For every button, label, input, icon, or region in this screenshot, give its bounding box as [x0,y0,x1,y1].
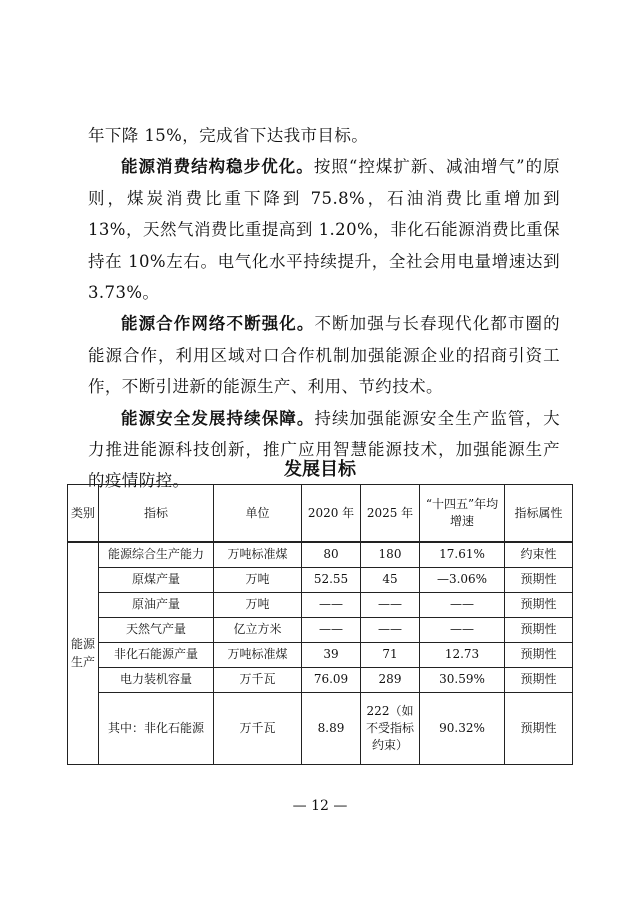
attribute-cell: 预期性 [505,592,573,617]
header-2020: 2020 年 [302,485,361,543]
table-row [68,542,573,567]
unit-cell: 万吨 [214,592,302,617]
value-2020-cell: 76.09 [302,667,361,692]
value-2025-cell: 289 [361,667,420,692]
indicator-cell: 天然气产量 [99,617,214,642]
paragraph-continuation: 年下降 15%，完成省下达我市目标。 [88,126,369,145]
value-2025-cell: 71 [361,642,420,667]
paragraph-energy-structure [88,151,560,308]
value-2020-cell: —— [302,617,361,642]
attribute-cell: 预期性 [505,692,573,764]
value-2025-cell: 222（如不受指标约束） [361,692,420,764]
indicator-cell: 能源综合生产能力 [99,542,214,567]
header-growth: “十四五”年均增速 [420,485,505,543]
header-2025: 2025 年 [361,485,420,543]
paragraph-lead: 能源安全发展持续保障。 [121,408,315,428]
unit-cell: 万千瓦 [214,692,302,764]
value-2025-cell: —— [361,592,420,617]
table-header-row [68,485,573,543]
paragraph-energy-security [88,403,560,497]
table-row [68,667,573,692]
table-row [68,592,573,617]
header-attribute: 指标属性 [505,485,573,543]
growth-cell: 17.61% [420,542,505,567]
value-2020-cell: 8.89 [302,692,361,764]
table-row [68,567,573,592]
attribute-cell: 预期性 [505,642,573,667]
growth-cell: —— [420,617,505,642]
growth-cell: 90.32% [420,692,505,764]
paragraph-energy-cooperation [88,308,560,402]
attribute-cell: 约束性 [505,542,573,567]
value-2025-cell: —— [361,617,420,642]
indicator-cell: 原油产量 [99,592,214,617]
table-title: 发展目标 [284,459,356,480]
growth-cell: —— [420,592,505,617]
value-2020-cell: —— [302,592,361,617]
indicator-cell: 其中：非化石能源 [99,692,214,764]
body-text [88,120,560,497]
indicator-cell: 电力装机容量 [99,667,214,692]
value-2020-cell: 39 [302,642,361,667]
unit-cell: 万吨标准煤 [214,542,302,567]
paragraph-body: 不断加强与长春现代化都市圈的能源合作，利用区域对口合作机制加强能源企业的招商引资工作，不断引进新的能源生产、利用、节约技术。 [88,314,560,397]
header-category: 类别 [68,485,99,543]
unit-cell: 万吨标准煤 [214,642,302,667]
value-2020-cell: 80 [302,542,361,567]
attribute-cell: 预期性 [505,567,573,592]
header-unit: 单位 [214,485,302,543]
table-row [68,642,573,667]
development-goals-table [67,484,573,765]
attribute-cell: 预期性 [505,667,573,692]
indicator-cell: 原煤产量 [99,567,214,592]
growth-cell: —3.06% [420,567,505,592]
paragraph-body: 按照“控煤扩新、减油增气”的原则，煤炭消费比重下降到 75.8%，石油消费比重增加到 13%，天然气消费比重提高到 1.20%，非化石能源消费比重保持在 10%左右。电气化水平持续提升，全社会用电量增速达到 3.73%。 [88,157,561,303]
paragraph-lead: 能源合作网络不断强化。 [121,314,315,334]
value-2020-cell: 52.55 [302,567,361,592]
value-2025-cell: 180 [361,542,420,567]
attribute-cell: 预期性 [505,617,573,642]
header-indicator: 指标 [99,485,214,543]
page-number: — 12 — [292,798,348,814]
unit-cell: 万千瓦 [214,667,302,692]
table-row [68,617,573,642]
paragraph-lead: 能源消费结构稳步优化。 [121,157,314,177]
indicator-cell: 非化石能源产量 [99,642,214,667]
value-2025-cell: 45 [361,567,420,592]
category-cell: 能源生产 [68,542,99,764]
paragraph-body: 持续加强能源安全生产监管，大力推进能源科技创新，推广应用智慧能源技术，加强能源生产的疫情防控。 [88,408,560,491]
table-row [68,692,573,764]
unit-cell: 亿立方米 [214,617,302,642]
growth-cell: 12.73 [420,642,505,667]
unit-cell: 万吨 [214,567,302,592]
growth-cell: 30.59% [420,667,505,692]
